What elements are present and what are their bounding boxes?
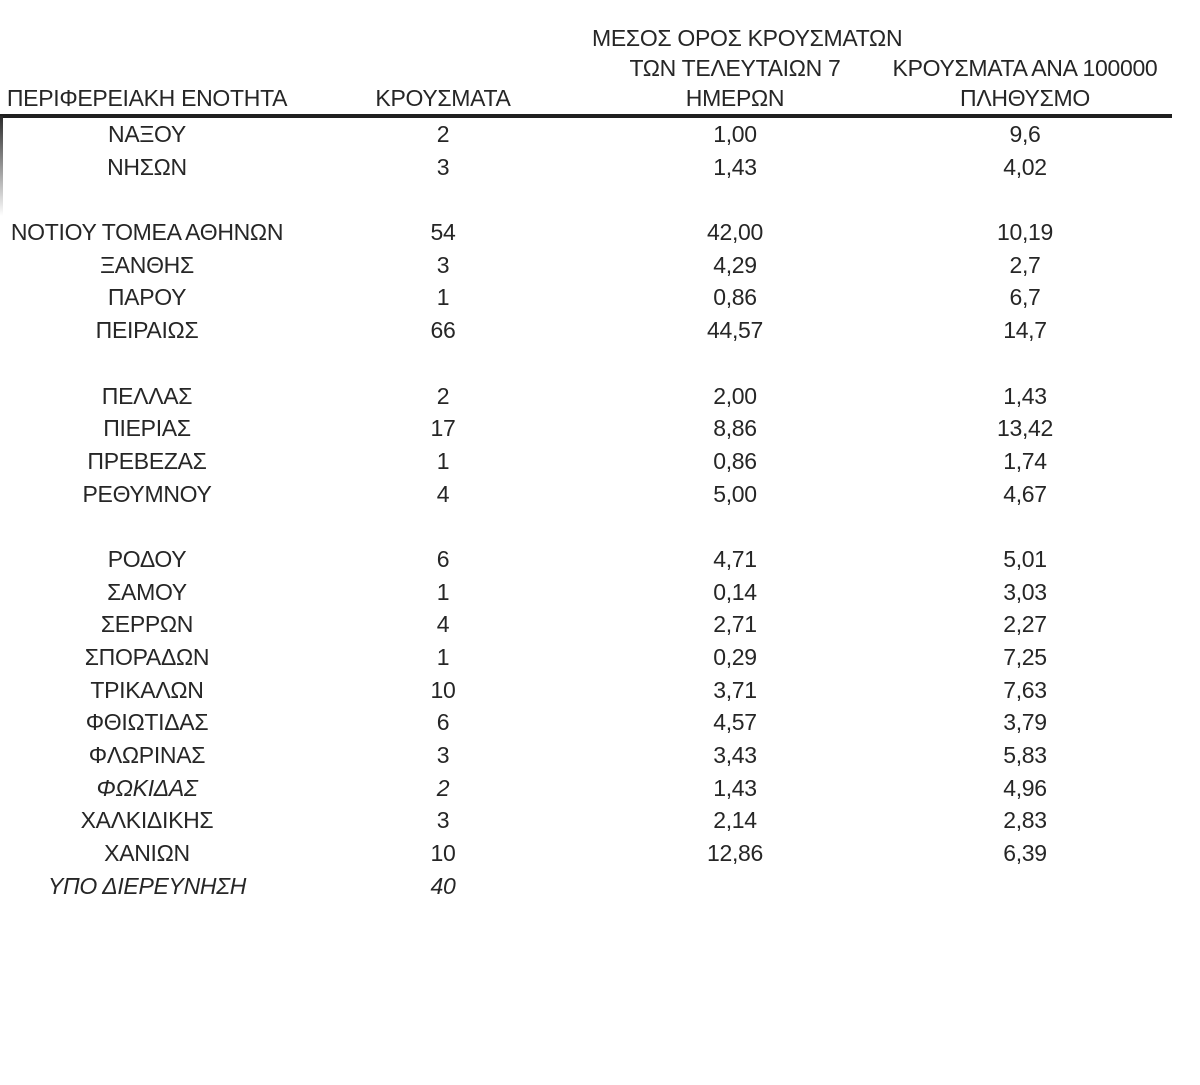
region-cell: ΣΑΜΟΥ — [107, 578, 187, 605]
cases-cell: 1 — [436, 578, 450, 605]
per100k-header-line1: ΚΡΟΥΣΜΑΤΑ ΑΝΑ 100000 — [892, 55, 1158, 81]
column-header-avg7 — [592, 23, 903, 113]
avg7-cell: 0,29 — [713, 644, 757, 670]
avg7-cell: 42,00 — [706, 219, 764, 246]
region-cell: ΦΩΚΙΔΑΣ — [96, 774, 198, 801]
region-cell: ΧΑΛΚΙΔΙΚΗΣ — [80, 807, 214, 834]
table-row — [0, 870, 1172, 903]
table-row — [0, 314, 1172, 347]
table-row — [0, 543, 1172, 576]
region-cell: ΣΠΟΡΑΔΩΝ — [84, 644, 210, 670]
cases-cell: 1 — [436, 447, 450, 474]
per100k-cell: 7,25 — [1003, 644, 1047, 670]
cases-cell: 1 — [436, 644, 450, 670]
region-cell: ΝΗΣΩΝ — [107, 153, 187, 180]
per100k-cell: 2,7 — [1009, 251, 1041, 278]
region-cell: ΥΠΟ ΔΙΕΡΕΥΝΗΣΗ — [47, 872, 247, 899]
cases-cell: 3 — [436, 251, 450, 278]
region-cell: ΤΡΙΚΑΛΩΝ — [90, 676, 204, 703]
avg7-cell: 2,14 — [713, 807, 757, 834]
region-cell: ΝΑΞΟΥ — [108, 121, 186, 147]
table-row — [0, 674, 1172, 707]
per100k-cell: 1,74 — [1003, 447, 1047, 474]
region-cell: ΠΕΛΛΑΣ — [101, 382, 193, 409]
table-row — [0, 576, 1172, 609]
cases-header-label: ΚΡΟΥΣΜΑΤΑ — [375, 85, 511, 111]
regional-unit-header-label: ΠΕΡΙΦΕΡΕΙΑΚΗ ΕΝΟΤΗΤΑ — [6, 85, 288, 111]
region-cell: ΠΙΕΡΙΑΣ — [103, 415, 191, 442]
avg7-cell: 0,14 — [713, 578, 757, 605]
cases-cell: 4 — [436, 611, 450, 638]
per100k-cell: 7,63 — [1003, 676, 1047, 703]
cases-cell: 40 — [430, 872, 456, 899]
region-cell: ΧΑΝΙΩΝ — [104, 840, 190, 867]
table-left-border-fragment — [0, 116, 3, 216]
per100k-cell: 3,79 — [1003, 709, 1047, 736]
table-spacer-row — [0, 347, 1172, 380]
region-cell: ΦΘΙΩΤΙΔΑΣ — [85, 709, 209, 736]
avg7-cell: 8,86 — [713, 415, 757, 442]
table-row — [0, 249, 1172, 282]
per100k-cell: 2,83 — [1003, 807, 1047, 834]
per100k-cell: 6,39 — [1003, 840, 1047, 867]
region-cell: ΝΟΤΙΟΥ ΤΟΜΕΑ ΑΘΗΝΩΝ — [10, 219, 284, 246]
avg7-cell: 3,71 — [713, 676, 757, 703]
table-row — [0, 804, 1172, 837]
avg7-cell: 3,43 — [713, 742, 757, 769]
per100k-cell: 6,7 — [1009, 284, 1041, 311]
region-cell: ΡΟΔΟΥ — [107, 545, 187, 572]
cases-cell: 1 — [436, 284, 450, 311]
avg7-cell: 12,86 — [706, 840, 764, 867]
per100k-cell: 4,02 — [1003, 153, 1047, 180]
per100k-cell: 5,83 — [1003, 742, 1047, 769]
avg7-cell: 4,57 — [713, 709, 757, 736]
table-row — [0, 151, 1172, 184]
per100k-cell: 10,19 — [996, 219, 1054, 246]
region-cell: ΠΕΙΡΑΙΩΣ — [95, 317, 199, 344]
cases-cell: 66 — [430, 317, 456, 344]
table-row — [0, 837, 1172, 870]
cases-cell: 54 — [430, 219, 456, 246]
avg7-cell: 0,86 — [713, 447, 757, 474]
table-row — [0, 478, 1172, 511]
cases-cell: 2 — [436, 382, 450, 409]
cases-cell: 4 — [436, 480, 450, 507]
avg7-cell: 44,57 — [706, 317, 764, 344]
per100k-cell: 9,6 — [1009, 121, 1041, 147]
cases-cell: 6 — [436, 545, 450, 572]
avg7-cell: 2,00 — [713, 382, 757, 409]
table-spacer-row — [0, 510, 1172, 543]
per100k-cell: 1,43 — [1003, 382, 1047, 409]
avg7-cell: 4,71 — [713, 545, 757, 572]
table-row — [0, 706, 1172, 739]
cases-cell: 10 — [430, 840, 456, 867]
avg7-cell: 1,43 — [713, 774, 757, 801]
region-cell: ΦΛΩΡΙΝΑΣ — [88, 742, 206, 769]
avg7-cell: 1,43 — [713, 153, 757, 180]
per100k-cell: 2,27 — [1003, 611, 1047, 638]
table-body — [0, 118, 1172, 903]
cases-cell: 10 — [430, 676, 456, 703]
table-header-row — [0, 0, 1172, 113]
avg7-cell: 1,00 — [713, 121, 757, 147]
avg7-header-line2: ΤΩΝ ΤΕΛΕΥΤΑΙΩΝ 7 — [629, 55, 841, 81]
cases-cell: 2 — [436, 121, 450, 147]
per100k-cell: 13,42 — [996, 415, 1054, 442]
region-cell: ΠΡΕΒΕΖΑΣ — [87, 447, 207, 474]
avg7-cell: 2,71 — [713, 611, 757, 638]
per100k-cell: 14,7 — [1003, 317, 1047, 344]
table-row — [0, 412, 1172, 445]
avg7-cell: 5,00 — [713, 480, 757, 507]
avg7-cell: 4,29 — [713, 251, 757, 278]
per100k-cell: 5,01 — [1003, 545, 1047, 572]
per100k-cell: 4,67 — [1003, 480, 1047, 507]
table-row — [0, 739, 1172, 772]
region-cell: ΠΑΡΟΥ — [107, 284, 187, 311]
table-row — [0, 380, 1172, 413]
cases-cell: 3 — [436, 742, 450, 769]
avg7-header-line1: ΜΕΣΟΣ ΟΡΟΣ ΚΡΟΥΣΜΑΤΩΝ — [592, 25, 903, 51]
table-row — [0, 216, 1172, 249]
table-row — [0, 281, 1172, 314]
cases-cell: 3 — [436, 153, 450, 180]
table-row — [0, 608, 1172, 641]
region-cell: ΞΑΝΘΗΣ — [100, 251, 194, 278]
table-row — [0, 118, 1172, 151]
table-row — [0, 445, 1172, 478]
per100k-cell: 3,03 — [1003, 578, 1047, 605]
column-header-cases — [294, 83, 592, 113]
avg7-cell: 0,86 — [713, 284, 757, 311]
per100k-cell: 4,96 — [1003, 774, 1047, 801]
table-spacer-row — [0, 183, 1172, 216]
cases-cell: 17 — [430, 415, 456, 442]
table-row — [0, 641, 1172, 674]
cases-cell: 3 — [436, 807, 450, 834]
table-row — [0, 772, 1172, 805]
region-cell: ΡΕΘΥΜΝΟΥ — [82, 480, 212, 507]
cases-cell: 6 — [436, 709, 450, 736]
cases-cell: 2 — [436, 774, 450, 801]
per100k-header-line2: ΠΛΗΘΥΣΜΟ — [960, 85, 1090, 111]
region-cell: ΣΕΡΡΩΝ — [100, 611, 194, 638]
avg7-header-line3: ΗΜΕΡΩΝ — [685, 85, 785, 111]
column-header-regional-unit — [0, 83, 294, 113]
column-header-per100k — [878, 53, 1172, 113]
